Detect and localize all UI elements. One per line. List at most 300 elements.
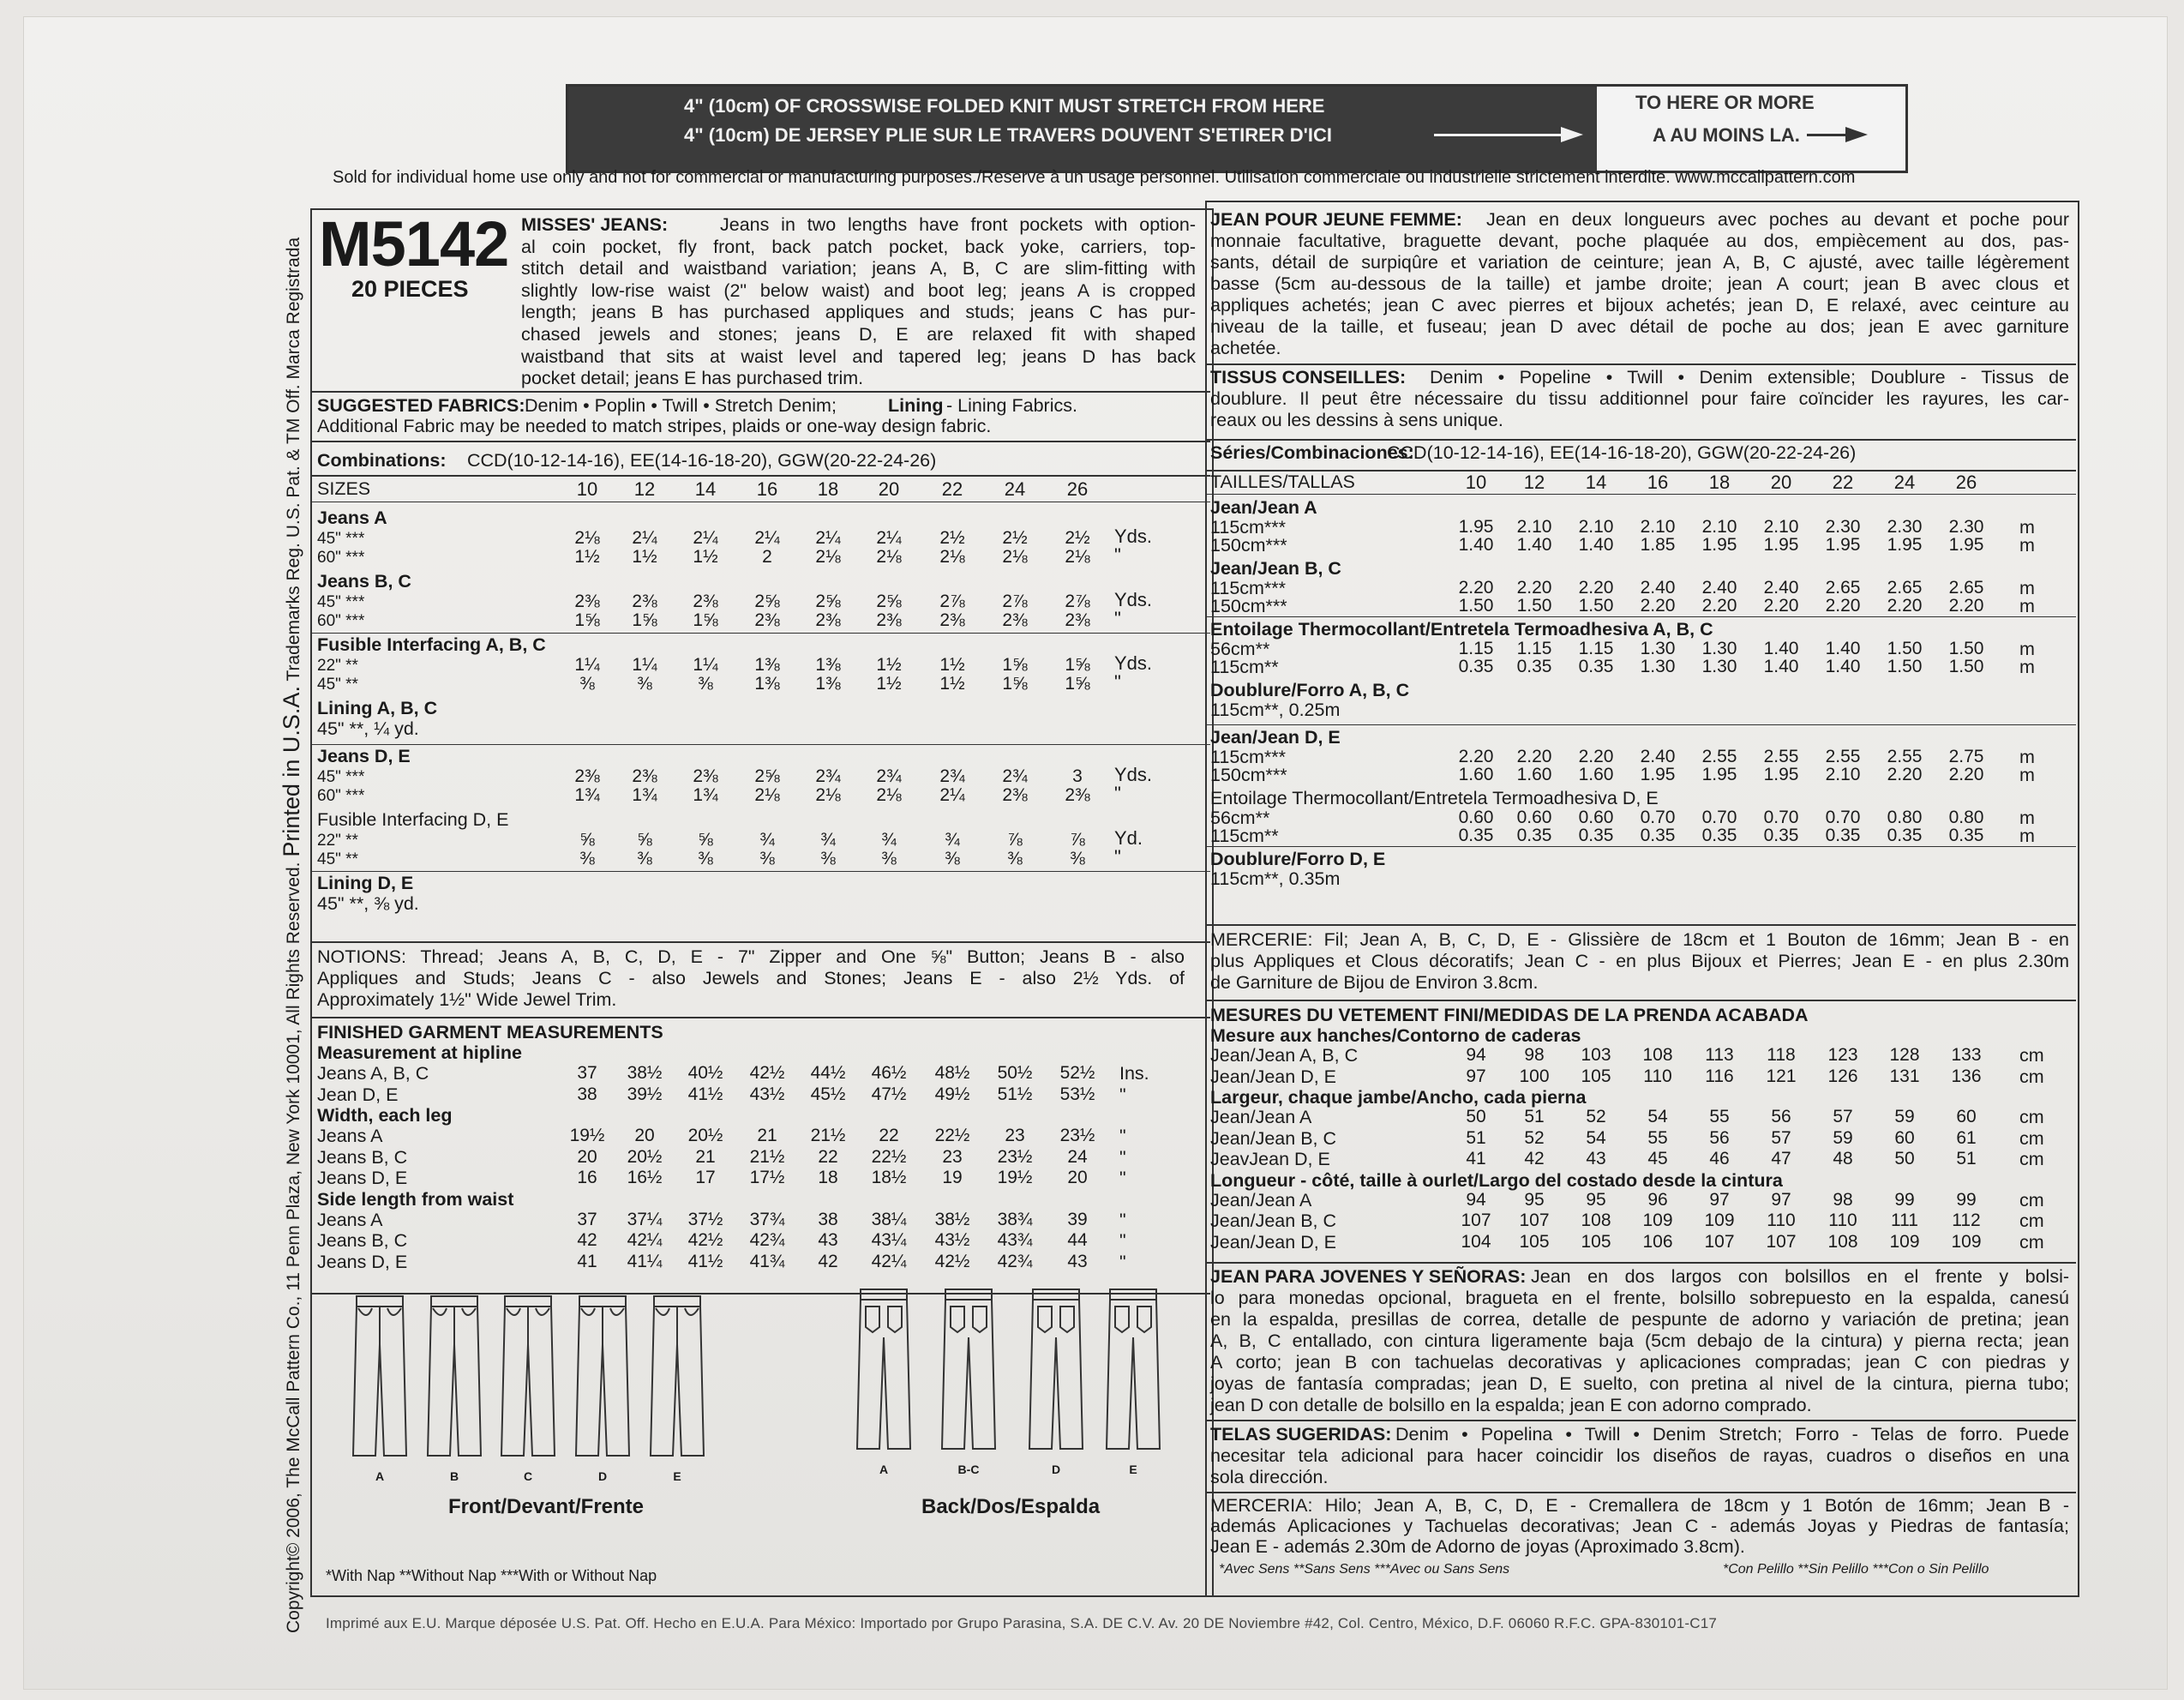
front-label: Front/Devant/Frente bbox=[448, 1495, 645, 1518]
size-header: 12 bbox=[1523, 472, 1545, 493]
divider bbox=[1205, 1262, 2076, 1264]
metric-cell: 2.20 bbox=[1578, 578, 1614, 598]
metric-cell: 2.20 bbox=[1516, 578, 1552, 598]
metric-cell: 1.95 bbox=[1763, 765, 1799, 784]
printed-in-usa: Printed in U.S.A. bbox=[279, 686, 304, 857]
metric-row-label: 150cm*** bbox=[1210, 535, 1287, 556]
yardage-row-label: 45" ** bbox=[317, 676, 358, 694]
finished-cell: 60 bbox=[1956, 1107, 1977, 1126]
finished-cell: 37¼ bbox=[627, 1209, 663, 1229]
yardage-cell: 1⅝ bbox=[1002, 655, 1028, 675]
finished-cell: 38¼ bbox=[871, 1209, 907, 1229]
yardage-cell: 2⅝ bbox=[754, 766, 780, 786]
yardage-cell: 2⅜ bbox=[1065, 785, 1090, 805]
view-label: A bbox=[375, 1469, 385, 1483]
finished-cell: 105 bbox=[1519, 1231, 1550, 1252]
finished-cell: 98 bbox=[1833, 1189, 1853, 1210]
finished-unit: cm bbox=[2019, 1045, 2044, 1066]
yardage-cell: ⅜ bbox=[1070, 849, 1085, 868]
metric-cell: 1.50 bbox=[1516, 596, 1552, 616]
finished-unit: " bbox=[1119, 1230, 1126, 1251]
finished-cell: 54 bbox=[1586, 1127, 1606, 1148]
finished-row-label: Jeans B, C bbox=[317, 1146, 408, 1168]
metric-cell: 2.65 bbox=[1825, 578, 1861, 598]
fabrics-line-2: Additional Fabric may be needed to match stripes, plaids or one-way design fabric. bbox=[317, 416, 992, 436]
divider bbox=[310, 391, 1210, 393]
metric-cell: 1.95 bbox=[1701, 765, 1737, 784]
finished-cell: 37 bbox=[577, 1209, 597, 1229]
metric-cell: 2.10 bbox=[1825, 765, 1861, 784]
metric-cell: 1.95 bbox=[1887, 535, 1923, 555]
metric-row-label: 115cm** bbox=[1210, 826, 1279, 846]
metric-cell: 2.55 bbox=[1825, 747, 1861, 766]
view-label: E bbox=[1129, 1463, 1137, 1476]
metric-cell: 2.20 bbox=[1578, 747, 1614, 766]
finished-cell: 46½ bbox=[871, 1063, 907, 1083]
view-label: D bbox=[597, 1469, 608, 1483]
finished-cell: 128 bbox=[1889, 1045, 1920, 1065]
yardage-cell: 1⅜ bbox=[815, 655, 841, 675]
view-label: B-C bbox=[957, 1463, 980, 1476]
finished-cell: 107 bbox=[1704, 1231, 1735, 1252]
divider bbox=[310, 744, 1210, 745]
desc-line: lo para monedas opcional, bragueta en el frente, bolsillo sobrepuesto en la espalda, canesú bbox=[1210, 1288, 2069, 1308]
size-header: 10 bbox=[576, 478, 598, 500]
metric-cell: 0.60 bbox=[1458, 808, 1494, 827]
fabrics-lining-label: Lining bbox=[888, 395, 944, 416]
finished-cell: 23 bbox=[1005, 1126, 1025, 1145]
divider bbox=[1205, 1420, 2076, 1421]
metric-cell: 1.50 bbox=[1887, 657, 1923, 676]
finished-cell: 94 bbox=[1466, 1045, 1486, 1065]
finished-cell: 38½ bbox=[934, 1209, 970, 1229]
finished-cell: 43 bbox=[1586, 1149, 1606, 1168]
pants-drawing-icon bbox=[854, 1286, 914, 1457]
yardage-cell: ⅜ bbox=[698, 674, 713, 694]
yardage-cell: 2¼ bbox=[876, 528, 902, 548]
desc-line: slightly low-rise waist (2" below waist) and boot leg; jeans A is cropped bbox=[521, 279, 1196, 301]
metric-cell: 2.40 bbox=[1640, 747, 1676, 766]
finished-cell: 42½ bbox=[934, 1251, 970, 1271]
yardage-group-header: Lining A, B, C bbox=[317, 698, 438, 718]
finished-cell: 52 bbox=[1586, 1107, 1606, 1126]
metric-cell: 2.30 bbox=[1825, 517, 1861, 537]
yardage-row-label: 60" *** bbox=[317, 612, 365, 630]
desc-line: al coin pocket, fly front, back patch pocket, back yoke, carriers, top- bbox=[521, 236, 1196, 257]
yardage-cell: ⅜ bbox=[759, 849, 775, 868]
yardage-cell: 2⅜ bbox=[815, 610, 841, 630]
finished-cell: 110 bbox=[1643, 1066, 1672, 1086]
view-label: C bbox=[523, 1469, 533, 1483]
fabrics-text: Denim • Poplin • Twill • Stretch Denim; bbox=[525, 395, 837, 416]
yardage-cell: 1⅜ bbox=[754, 674, 780, 694]
combinations-value: CCD(10-12-14-16), EE(14-16-18-20), GGW(20-22-24-26) bbox=[1387, 442, 1857, 463]
metric-cell: 0.35 bbox=[1948, 826, 1984, 845]
metric-cell: 2.20 bbox=[1948, 765, 1984, 784]
yardage-cell: 2⅛ bbox=[1065, 547, 1090, 567]
yardage-cell: 2⅛ bbox=[1002, 547, 1028, 567]
metric-cell: 0.35 bbox=[1640, 826, 1676, 845]
metric-group-header: Doublure/Forro A, B, C bbox=[1210, 680, 1410, 700]
finished-unit: " bbox=[1119, 1251, 1126, 1272]
notions-line: NOTIONS: Thread; Jeans A, B, C, D, E - 7" Zipper and One ⅝" Button; Jeans B - also bbox=[317, 946, 1185, 967]
pants-drawing-icon bbox=[647, 1293, 707, 1464]
finished-cell: 51 bbox=[1466, 1127, 1486, 1148]
nap-note-fr: *Avec Sens **Sans Sens ***Avec ou Sans Sens bbox=[1219, 1562, 1510, 1577]
finished-cell: 19 bbox=[942, 1168, 963, 1187]
finished-cell: 110 bbox=[1767, 1210, 1796, 1230]
desc-line: basse (5cm au-dessous de la taille) et jambe droite; jean A court; jean B avec clous et bbox=[1210, 273, 2069, 294]
size-header: 26 bbox=[1066, 478, 1089, 500]
yardage-cell: 2⅞ bbox=[939, 592, 965, 611]
yardage-cell: ⅜ bbox=[881, 849, 897, 868]
yardage-row-label: 45" *** bbox=[317, 530, 365, 548]
finished-cell: 108 bbox=[1827, 1231, 1858, 1252]
finished-cell: 109 bbox=[1642, 1210, 1673, 1230]
finished-cell: 103 bbox=[1581, 1045, 1611, 1065]
metric-cell: 1.40 bbox=[1516, 535, 1552, 555]
yardage-unit: " bbox=[1114, 846, 1121, 868]
metric-cell: 0.60 bbox=[1516, 808, 1552, 827]
metric-cell: 2.75 bbox=[1948, 747, 1984, 766]
yardage-cell: 2 bbox=[762, 547, 772, 567]
yardage-cell: 1½ bbox=[876, 674, 902, 694]
desc-line: stitch detail and waistband variation; jeans A, B, C are slim-fitting with bbox=[521, 258, 1196, 279]
metric-cell: 1.40 bbox=[1825, 639, 1861, 658]
desc-line: Jean en deux longueurs avec poches au devant et poche pour bbox=[1486, 209, 2069, 230]
finished-cell: 113 bbox=[1705, 1045, 1734, 1065]
divider bbox=[1205, 494, 2076, 495]
divider bbox=[1205, 846, 2076, 847]
metric-cell: 2.20 bbox=[1763, 596, 1799, 616]
finished-cell: 41¾ bbox=[749, 1251, 785, 1271]
desc-line: appliques achetés; jean C avec pierres et bijoux achetés; jean D, E relaxé, avec ceinture au bbox=[1210, 295, 2069, 315]
finished-cell: 50 bbox=[1894, 1149, 1915, 1168]
size-header: 14 bbox=[1585, 472, 1607, 493]
finished-cell: 24 bbox=[1067, 1146, 1088, 1167]
finished-cell: 50 bbox=[1466, 1107, 1486, 1126]
yardage-cell: 1⅝ bbox=[693, 610, 718, 630]
finished-cell: 99 bbox=[1894, 1189, 1915, 1210]
desc-title: JEAN POUR JEUNE FEMME: bbox=[1210, 209, 1462, 230]
divider bbox=[310, 871, 1210, 872]
finished-cell: 42¾ bbox=[749, 1230, 785, 1250]
yardage-cell: 2⅜ bbox=[574, 592, 600, 611]
finished-unit: " bbox=[1119, 1126, 1126, 1146]
metric-cell: 1.50 bbox=[1458, 596, 1494, 616]
yardage-cell: 1⅝ bbox=[632, 610, 657, 630]
view-label: B bbox=[449, 1469, 459, 1483]
finished-cell: 20½ bbox=[687, 1126, 723, 1145]
yardage-cell: 1¼ bbox=[574, 655, 600, 675]
yardage-cell: ⅞ bbox=[1070, 830, 1085, 850]
finished-cell: 109 bbox=[1704, 1210, 1735, 1230]
finished-cell: 42 bbox=[1524, 1149, 1545, 1168]
metric-unit: m bbox=[2019, 639, 2035, 659]
finished-cell: 51 bbox=[1524, 1107, 1545, 1126]
desc-line: chased jewels and stones; jeans D, E are relaxed fit with shaped bbox=[521, 324, 1196, 345]
finished-cell: 55 bbox=[1709, 1107, 1730, 1126]
finished-cell: 19½ bbox=[997, 1168, 1033, 1187]
finished-group-header: Side length from waist bbox=[317, 1188, 514, 1210]
metric-cell: 1.40 bbox=[1458, 535, 1494, 555]
copyright-vertical bbox=[279, 237, 305, 1633]
divider bbox=[1205, 439, 2076, 441]
metric-cell: 2.65 bbox=[1948, 578, 1984, 598]
finished-cell: 22 bbox=[879, 1126, 899, 1145]
finished-unit: " bbox=[1119, 1209, 1126, 1230]
finished-cell: 41 bbox=[1466, 1149, 1486, 1168]
stretch-gauge-dark-panel bbox=[568, 87, 1597, 171]
finished-cell: 39 bbox=[1067, 1209, 1088, 1229]
yardage-cell: 2⅛ bbox=[815, 547, 841, 567]
finished-cell: 43 bbox=[1067, 1251, 1088, 1271]
notions-line: plus Appliques et Clous décoratifs; Jean C - en plus Bijoux et Pierres; Jean E - en plus 2.30m bbox=[1210, 951, 2069, 971]
view-label: D bbox=[1051, 1463, 1061, 1476]
yardage-cell: 2⅛ bbox=[754, 785, 780, 805]
divider bbox=[1205, 616, 2076, 617]
yardage-cell: ¾ bbox=[945, 830, 960, 850]
finished-row-label: Jean/Jean B, C bbox=[1210, 1210, 1337, 1231]
yardage-row-label: 60" *** bbox=[317, 787, 365, 805]
metric-cell: 1.30 bbox=[1640, 657, 1676, 676]
finished-unit: cm bbox=[2019, 1210, 2044, 1231]
metric-cell: 0.70 bbox=[1640, 808, 1676, 827]
stretch-gauge bbox=[566, 84, 1908, 173]
metric-cell: 2.10 bbox=[1701, 517, 1737, 537]
combinations-value: CCD(10-12-14-16), EE(14-16-18-20), GGW(20-22-24-26) bbox=[467, 450, 937, 471]
finished-cell: 123 bbox=[1827, 1045, 1858, 1065]
metric-cell: 1.60 bbox=[1578, 765, 1614, 784]
metric-cell: 0.70 bbox=[1763, 808, 1799, 827]
finished-group-header: Mesure aux hanches/Contorno de caderas bbox=[1210, 1025, 1581, 1046]
finished-cell: 23 bbox=[942, 1146, 963, 1167]
metric-unit: m bbox=[2019, 765, 2035, 785]
size-header: 16 bbox=[1647, 472, 1669, 493]
yardage-cell: 1¼ bbox=[632, 655, 657, 675]
finished-cell: 43 bbox=[818, 1230, 838, 1250]
yardage-cell: 1½ bbox=[632, 547, 657, 567]
desc-line: A corto; jean B con tachuelas decorativas y aplicaciones compradas; jean C con piedras y bbox=[1210, 1352, 2069, 1373]
yardage-cell: ⅝ bbox=[579, 830, 595, 850]
finished-cell: 97 bbox=[1709, 1189, 1730, 1210]
size-header: 20 bbox=[1770, 472, 1792, 493]
finished-cell: 21 bbox=[695, 1146, 716, 1167]
yardage-note: 45" **, ⅜ yd. bbox=[317, 893, 419, 914]
finished-unit: cm bbox=[2019, 1231, 2044, 1252]
finished-row-label: Jean/Jean A bbox=[1210, 1189, 1312, 1210]
metric-cell: 2.30 bbox=[1887, 517, 1923, 537]
yardage-cell: 2½ bbox=[939, 528, 965, 548]
finished-cell: 19½ bbox=[569, 1126, 605, 1145]
notions-line: Appliques and Studs; Jeans C - also Jewels and Stones; Jeans E - also 2½ Yds. of bbox=[317, 968, 1185, 988]
yardage-cell: 2⅝ bbox=[876, 592, 902, 611]
desc-line: sants, détail de surpiqûre et variation de ceinture; jean A, B, C ajusté, avec taille légèrement bbox=[1210, 252, 2069, 273]
finished-cell: 95 bbox=[1524, 1189, 1545, 1210]
yardage-cell: ¾ bbox=[881, 830, 897, 850]
pattern-number: M5142 bbox=[319, 208, 509, 279]
yardage-cell: 2⅝ bbox=[815, 592, 841, 611]
finished-cell: 94 bbox=[1466, 1189, 1486, 1210]
finished-cell: 43¾ bbox=[997, 1230, 1033, 1250]
stretch-arrow-right-icon bbox=[1845, 127, 1868, 142]
yardage-cell: 2⅜ bbox=[1065, 610, 1090, 630]
size-header: 14 bbox=[694, 478, 717, 500]
finished-title: FINISHED GARMENT MEASUREMENTS bbox=[317, 1022, 663, 1042]
finished-cell: 47½ bbox=[871, 1084, 907, 1104]
finished-cell: 46 bbox=[1709, 1149, 1730, 1168]
yardage-cell: 2¼ bbox=[754, 528, 780, 548]
desc-line: A, B, C entallado, con cintura ligeramente baja (5cm debajo de la cintura) y pierna recta; jean bbox=[1210, 1331, 2069, 1351]
finished-cell: 42½ bbox=[749, 1063, 785, 1083]
finished-cell: 60 bbox=[1894, 1127, 1915, 1148]
finished-cell: 20 bbox=[634, 1126, 655, 1145]
metric-unit: m bbox=[2019, 808, 2035, 828]
metric-row-label: 115cm*** bbox=[1210, 517, 1287, 538]
metric-cell: 0.35 bbox=[1825, 826, 1861, 845]
yardage-group-header: Fusible Interfacing D, E bbox=[317, 809, 509, 830]
finished-cell: 43¼ bbox=[871, 1230, 907, 1250]
yardage-cell: 1¾ bbox=[632, 785, 657, 805]
finished-cell: 44 bbox=[1067, 1230, 1088, 1250]
divider bbox=[1205, 363, 2076, 365]
metric-cell: 0.35 bbox=[1887, 826, 1923, 845]
finished-cell: 99 bbox=[1956, 1189, 1977, 1210]
finished-cell: 22 bbox=[818, 1146, 838, 1167]
finished-cell: 21½ bbox=[749, 1146, 785, 1167]
size-header: 18 bbox=[817, 478, 839, 500]
finished-unit: " bbox=[1119, 1146, 1126, 1168]
metric-cell: 0.80 bbox=[1887, 808, 1923, 827]
yardage-cell: 1⅜ bbox=[815, 674, 841, 694]
metric-cell: 1.15 bbox=[1458, 639, 1494, 658]
stretch-gauge-right-1: TO HERE OR MORE bbox=[1635, 92, 1815, 113]
finished-cell: 40½ bbox=[687, 1063, 723, 1083]
desc-line: jean D con detalle de bolsillo en la espalda; jean E con adorno comprado. bbox=[1210, 1395, 1812, 1415]
stretch-arrow-line bbox=[1434, 134, 1563, 136]
finished-cell: 131 bbox=[1889, 1066, 1920, 1086]
finished-cell: 96 bbox=[1647, 1189, 1668, 1210]
yardage-cell: 2½ bbox=[1065, 528, 1090, 548]
finished-cell: 95 bbox=[1586, 1189, 1606, 1210]
finished-cell: 22½ bbox=[934, 1126, 970, 1145]
finished-cell: 38 bbox=[818, 1209, 838, 1229]
desc-title: MISSES' JEANS: bbox=[521, 214, 669, 235]
finished-cell: 136 bbox=[1951, 1066, 1982, 1086]
yardage-row-label: 60" *** bbox=[317, 549, 365, 567]
yardage-cell: 2⅜ bbox=[632, 766, 657, 786]
finished-cell: 38½ bbox=[627, 1063, 663, 1083]
finished-cell: 42 bbox=[577, 1230, 597, 1250]
metric-cell: 1.15 bbox=[1578, 639, 1614, 658]
yardage-cell: 1½ bbox=[876, 655, 902, 675]
finished-cell: 21 bbox=[757, 1126, 777, 1145]
finished-cell: 52 bbox=[1524, 1127, 1545, 1148]
fabrics-line: Denim • Popeline • Twill • Denim extensible; Doublure - Tissus de bbox=[1430, 367, 2069, 387]
divider bbox=[1205, 924, 2076, 926]
metric-cell: 2.10 bbox=[1578, 517, 1614, 537]
finished-unit: cm bbox=[2019, 1149, 2044, 1169]
fabrics-line: sola dirección. bbox=[1210, 1467, 1329, 1487]
finished-cell: 37¾ bbox=[749, 1209, 785, 1229]
divider bbox=[310, 941, 1210, 943]
metric-cell: 0.70 bbox=[1701, 808, 1737, 827]
yardage-cell: 2⅛ bbox=[815, 785, 841, 805]
finished-unit: " bbox=[1119, 1084, 1126, 1105]
pants-drawing-icon bbox=[350, 1293, 410, 1464]
yardage-cell: 1¾ bbox=[693, 785, 718, 805]
finished-cell: 126 bbox=[1827, 1066, 1858, 1086]
yardage-cell: 1½ bbox=[693, 547, 718, 567]
yardage-cell: ⅜ bbox=[637, 674, 652, 694]
finished-row-label: Jeans D, E bbox=[317, 1168, 408, 1188]
finished-cell: 41½ bbox=[687, 1084, 723, 1104]
finished-row-label: Jeans A bbox=[317, 1126, 383, 1146]
finished-cell: 42 bbox=[818, 1251, 838, 1271]
finished-cell: 54 bbox=[1647, 1107, 1668, 1126]
finished-row-label: Jean D, E bbox=[317, 1084, 399, 1105]
finished-cell: 108 bbox=[1642, 1045, 1673, 1065]
finished-cell: 104 bbox=[1461, 1231, 1491, 1252]
metric-cell: 2.20 bbox=[1887, 596, 1923, 616]
metric-cell: 2.20 bbox=[1458, 578, 1494, 598]
yardage-unit: Yds. bbox=[1114, 764, 1153, 785]
size-header: 26 bbox=[1955, 472, 1977, 493]
metric-cell: 2.20 bbox=[1948, 596, 1984, 616]
finished-row-label: Jean/Jean D, E bbox=[1210, 1066, 1337, 1087]
yardage-cell: ⅜ bbox=[820, 849, 836, 868]
finished-cell: 107 bbox=[1461, 1210, 1491, 1230]
yardage-unit: Yds. bbox=[1114, 589, 1153, 610]
metric-cell: 1.40 bbox=[1763, 639, 1799, 658]
yardage-cell: 2¼ bbox=[815, 528, 841, 548]
yardage-cell: 2⅞ bbox=[1065, 592, 1090, 611]
metric-cell: 1.60 bbox=[1516, 765, 1552, 784]
metric-row-label: 56cm** bbox=[1210, 639, 1270, 659]
yardage-cell: 1⅝ bbox=[1065, 674, 1090, 694]
yardage-cell: ⅜ bbox=[945, 849, 960, 868]
finished-cell: 37½ bbox=[687, 1209, 723, 1229]
metric-cell: 1.95 bbox=[1458, 517, 1494, 537]
metric-cell: 2.10 bbox=[1763, 517, 1799, 537]
divider bbox=[310, 441, 1210, 442]
yardage-unit: Yds. bbox=[1114, 652, 1153, 674]
finished-unit: cm bbox=[2019, 1127, 2044, 1149]
metric-cell: 0.35 bbox=[1578, 657, 1614, 676]
yardage-cell: 2⅜ bbox=[939, 610, 965, 630]
finished-cell: 22½ bbox=[871, 1146, 907, 1167]
metric-note: 115cm**, 0.35m bbox=[1210, 868, 1341, 889]
yardage-group-header: Lining D, E bbox=[317, 873, 414, 893]
finished-cell: 45½ bbox=[810, 1084, 846, 1104]
yardage-cell: 2¾ bbox=[876, 766, 902, 786]
finished-cell: 100 bbox=[1519, 1066, 1550, 1086]
fabrics-line: necesitar tela adicional para hacer coincidir los diseños de rayas, cuadros o diseños en una bbox=[1210, 1445, 2069, 1466]
size-header: 22 bbox=[1832, 472, 1854, 493]
desc-title: JEAN PARA JOVENES Y SEÑORAS: bbox=[1210, 1266, 1527, 1287]
size-header: 18 bbox=[1708, 472, 1731, 493]
fabrics-title: TISSUS CONSEILLES: bbox=[1210, 367, 1407, 387]
yardage-cell: ⅜ bbox=[1007, 849, 1023, 868]
yardage-cell: 1½ bbox=[939, 674, 965, 694]
metric-cell: 1.40 bbox=[1578, 535, 1614, 555]
finished-row-label: Jean/Jean B, C bbox=[1210, 1127, 1337, 1149]
size-header: 22 bbox=[941, 478, 963, 500]
metric-cell: 0.35 bbox=[1516, 657, 1552, 676]
metric-cell: 2.65 bbox=[1887, 578, 1923, 598]
metric-cell: 2.55 bbox=[1701, 747, 1737, 766]
finished-cell: 57 bbox=[1833, 1107, 1853, 1126]
